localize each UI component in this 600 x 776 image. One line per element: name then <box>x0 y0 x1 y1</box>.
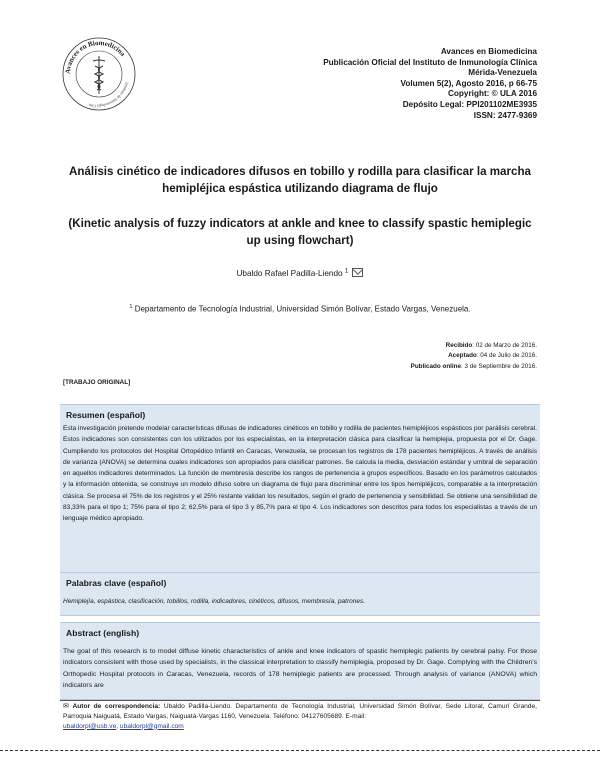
correspondence-footer <box>63 702 537 731</box>
article-type-tag: [TRABAJO ORIGINAL] <box>63 379 131 386</box>
journal-line: ISSN: 2477-9369 <box>473 110 537 120</box>
journal-line: Depósito Legal: PPI201102ME3935 <box>402 99 537 109</box>
title-spanish: Análisis cinético de indicadores difusos en tobillo y rodilla para clasificar la marcha hemipléjica espástica utilizando diagrama de flujo <box>69 165 531 195</box>
abstract-text: The goal of this research is to model diffuse kinetic characteristics of ankle and knee indicators of spastic hemiplegic patients by cerebral palsy. For those indicators consistent with those used by specialists, in the classical interpretation to classify hemiplegia, proposed by Dr. Gage. Complying with the Children's Orthopedic Hospital protocols in Caracas, Venezuela, records of 178 hemiplegic patients are processed. Through analysis of variance (ANOVA) which indicators are <box>63 648 537 690</box>
envelope-icon: ✉ <box>63 703 69 710</box>
correspondence-label: Autor de correspondencia: <box>72 703 161 710</box>
keywords-text: Hemiplejía, espástica, clasificación, tobillos, rodilla, indicadores, cinéticos, difusos, membresía, patrones. <box>63 598 366 605</box>
accepted-date: Aceptado: 04 de Julio de 2016. <box>448 352 537 360</box>
author-name: Ubaldo Rafael Padilla-Liendo <box>236 269 343 278</box>
affiliation-sup: 1 <box>129 304 133 310</box>
journal-line: Mérida-Venezuela <box>468 68 537 78</box>
affiliation <box>60 304 540 314</box>
dates-block <box>411 341 537 372</box>
title-english: (Kinetic analysis of fuzzy indicators at ankle and knee to classify spastic hemiplegic up using flowchart) <box>68 217 532 247</box>
email-icon[interactable] <box>352 268 363 277</box>
author-sup: 1 <box>344 268 349 275</box>
received-date: Recibido: 02 de Marzo de 2016. <box>445 342 537 349</box>
svg-text:Avances en Biomedicina <box>64 39 127 74</box>
caduceus-icon <box>93 56 105 94</box>
keywords-heading: Palabras clave (español) <box>66 578 167 588</box>
journal-logo <box>60 28 138 112</box>
author-line <box>60 268 540 278</box>
email-link-2[interactable]: ubaldorpl@gmail.com <box>119 722 184 730</box>
published-date: Publicado online: 3 de Septiembre de 2016. <box>410 362 537 370</box>
journal-line: Copyright: © ULA 2016 <box>448 89 537 99</box>
resumen-text: Esta investigación pretende modelar características difusas de indicadores cinéticos en tobillo y rodilla de pacientes hemipléjicos espásticos por parálisis cerebral. Estos indicadores son consistentes con los utilizados por los especialistas, en la interpretación clásica para clasificar la hemiplejia, propuesta por el Dr. Gage. Cumpliendo los protocolos del Hospital Ortopédico Infantil en Caracas, Venezuela, se procesan los registros de 178 pacientes hemipléjicos. A través de análisis de varianza (ANOVA) se determina cuales indicadores son apropiados para clasificar patrones. Se calcula la media, desviación estándar y umbral de separación en aquellos indicadores determinados. La función de membresía describe los rangos de pertenencia a grupos específicos. Basado en los parámetros calculados y la información obtenida, se construye un modelo difuso sobre un diagrama de flujo para discriminar entre los tipos hemipléjicos, comparable a la interpretación clásica. Se procesa el 75% de los registros y el 25% restante validan los resultados, según el grado de pertenencia y sensibilidad. Se obtiene una sensibilidad de 83,33% para el tipo 1; 75% para el tipo 2; 62,5% para el tipo 3 y 85,7% para el tipo 4. Los indicadores son descritos para todos los especialistas a través de un lenguaje médico apropiado. <box>63 425 537 523</box>
logo-arc-text: Avances en Biomedicina <box>63 38 127 75</box>
page-break-line <box>0 750 600 751</box>
affiliation-text: Departamento de Tecnología Industrial, Universidad Simón Bolívar, Estado Vargas, Venezuela. <box>134 304 471 314</box>
footer-rule <box>60 700 540 701</box>
keywords-box <box>60 572 540 616</box>
journal-line: Publicación Oficial del Instituto de Inmunología Clínica <box>323 57 537 67</box>
email-separator: , <box>116 722 120 730</box>
correspondence-text: Ubaldo Padilla-Liendo. Departamento de Tecnología Industrial, Universidad Simón Bolívar, Sede Litoral, Camurí Grande, Parroquia Naiguatá, Estado Vargas, Naiguatá-Vargas 1160, Venezuela. Teléfono: 04127605689. E-mail: <box>63 703 537 720</box>
abstract-heading: Abstract (english) <box>66 628 140 638</box>
logo-arc-subtext: Instituto de Inmunología Clín <box>88 81 130 109</box>
journal-line: Volumen 5(2), Agosto 2016, p 66-75 <box>400 78 537 88</box>
email-link-1[interactable]: ubaldorpl@usb.ve <box>63 722 117 730</box>
journal-header <box>323 47 537 121</box>
resumen-heading: Resumen (español) <box>66 410 146 420</box>
journal-line: Avances en Biomedicina <box>440 47 537 56</box>
